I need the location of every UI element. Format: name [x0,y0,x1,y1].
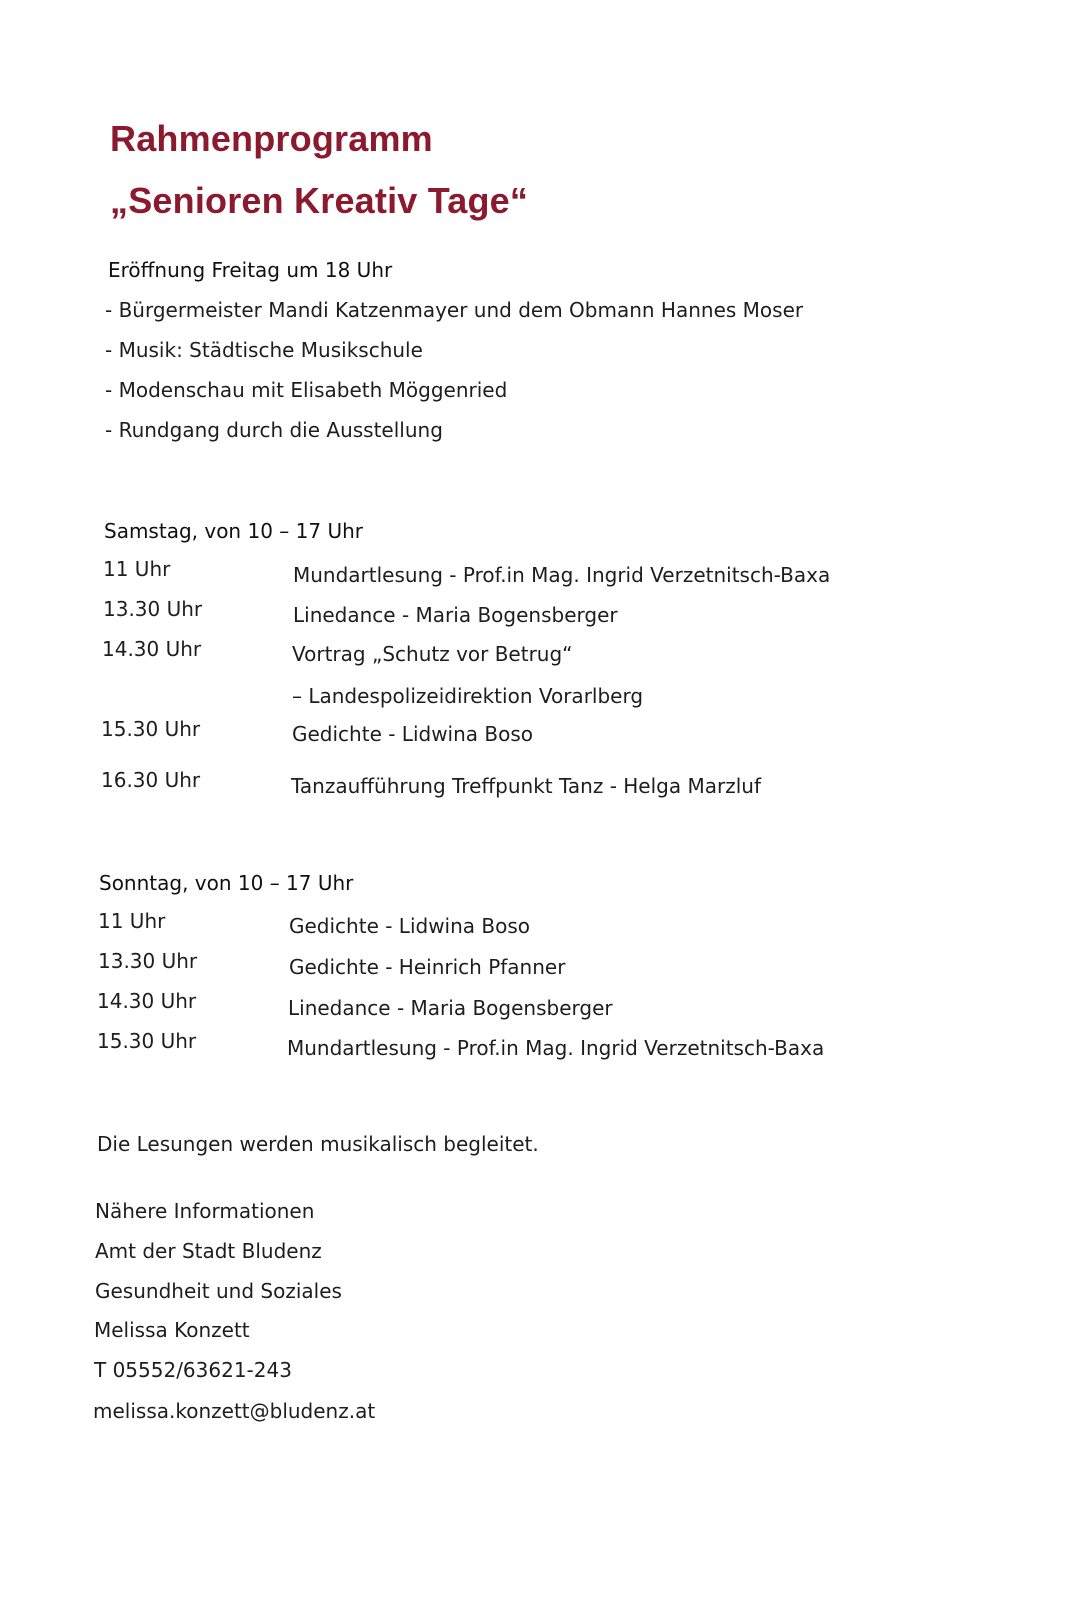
saturday-heading: Samstag, von 10 – 17 Uhr [104,519,363,543]
sunday-time: 13.30 Uhr [98,949,198,973]
sunday-time: 11 Uhr [98,909,166,933]
contact-line: Gesundheit und Soziales [95,1279,342,1303]
saturday-event: Tanzaufführung Treffpunkt Tanz - Helga Marzluf [291,774,761,798]
opening-item: - Bürgermeister Mandi Katzenmayer und dem Obmann Hannes Moser [105,298,804,322]
saturday-event-continuation: – Landespolizeidirektion Vorarlberg [292,684,644,708]
contact-line: Amt der Stadt Bludenz [95,1239,322,1263]
contact-line: Melissa Konzett [94,1318,250,1342]
saturday-time: 16.30 Uhr [101,768,201,792]
contact-phone: T 05552/63621-243 [94,1358,292,1382]
page-title-line-1: Rahmenprogramm [110,118,433,159]
saturday-event: Gedichte - Lidwina Boso [292,722,534,746]
sunday-event: Mundartlesung - Prof.in Mag. Ingrid Verzetnitsch-Baxa [287,1036,825,1060]
sunday-event: Gedichte - Heinrich Pfanner [289,955,566,979]
opening-item: - Musik: Städtische Musikschule [105,338,423,362]
saturday-time: 15.30 Uhr [101,717,201,741]
sunday-event: Gedichte - Lidwina Boso [289,914,531,938]
saturday-event: Linedance - Maria Bogensberger [293,603,618,627]
sunday-event: Linedance - Maria Bogensberger [288,996,613,1020]
sunday-time: 15.30 Uhr [97,1029,197,1053]
contact-email: melissa.konzett@bludenz.at [93,1399,376,1423]
saturday-time: 14.30 Uhr [102,637,202,661]
opening-item: - Rundgang durch die Ausstellung [105,418,443,442]
page-title-line-2: „Senioren Kreativ Tage“ [110,180,529,221]
saturday-time: 11 Uhr [103,557,171,581]
sunday-time: 14.30 Uhr [97,989,197,1013]
saturday-event: Mundartlesung - Prof.in Mag. Ingrid Verzetnitsch-Baxa [293,563,831,587]
contact-line: Nähere Informationen [95,1199,315,1223]
sunday-heading: Sonntag, von 10 – 17 Uhr [99,871,354,895]
saturday-event: Vortrag „Schutz vor Betrug“ [292,642,573,666]
accompaniment-note: Die Lesungen werden musikalisch begleitet. [97,1132,539,1156]
opening-item: - Modenschau mit Elisabeth Möggenried [105,378,508,402]
opening-heading: Eröffnung Freitag um 18 Uhr [108,258,393,282]
saturday-time: 13.30 Uhr [103,597,203,621]
